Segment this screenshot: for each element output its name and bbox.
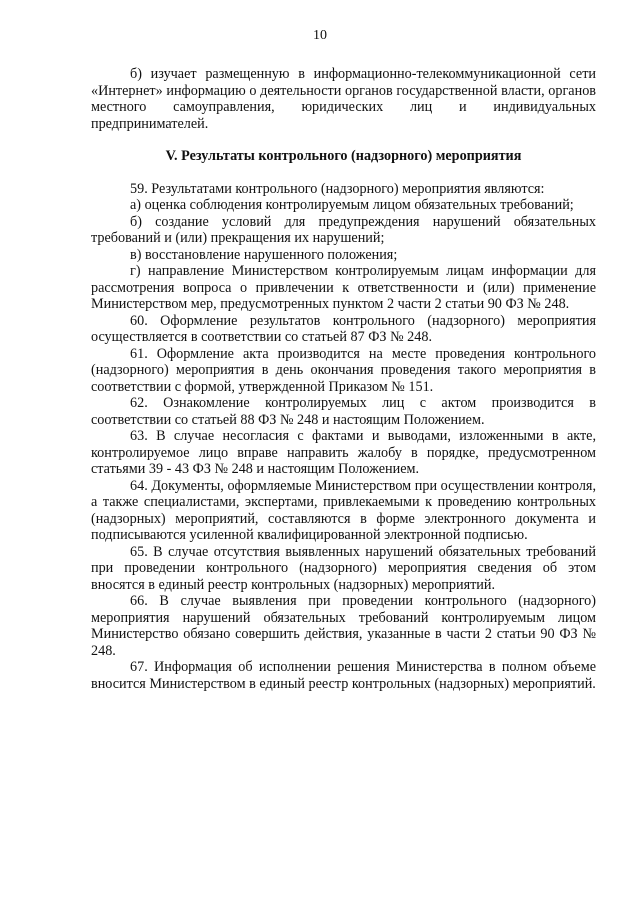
paragraph-60: 60. Оформление результатов контрольного (надзорного) мероприятия осуществляется в соответствии со статьей 87 ФЗ № 248. xyxy=(91,312,596,345)
paragraph-61: 61. Оформление акта производится на месте проведения контрольного (надзорного) мероприятия в день окончания проведения такого мероприятия в соответствии с формой, утвержденной Приказом № 151. xyxy=(91,345,596,395)
paragraph-63: 63. В случае несогласия с фактами и выводами, изложенными в акте, контролируемое лицо вправе направить жалобу в порядке, предусмотренном статьями 39 - 43 ФЗ № 248 и настоящим Положением. xyxy=(91,428,596,477)
paragraph-59-a: а) оценка соблюдения контролируемым лицом обязательных требований; xyxy=(130,197,574,213)
paragraph-62: 62. Ознакомление контролируемых лиц с актом производится в соответствии со статьей 88 ФЗ № 248 и настоящим Положением. xyxy=(91,395,596,428)
paragraph-59-b: б) создание условий для предупреждения нарушений обязательных требований и (или) прекращения их нарушений; xyxy=(91,213,596,246)
paragraph-67: 67. Информация об исполнении решения Министерства в полном объеме вносится Министерством в единый реестр контрольных (надзорных) мероприятий. xyxy=(91,659,596,692)
paragraph-64: 64. Документы, оформляемые Министерством при осуществлении контроля, а также специалистами, экспертами, привлекаемыми к проведению контрольных (надзорных) мероприятий, составляются в форме электронного документа и подписываются усиленной квалифицированной электронной подписью. xyxy=(91,477,596,543)
paragraph-65: 65. В случае отсутствия выявленных нарушений обязательных требований при проведении контрольного (надзорного) мероприятия сведения об этом вносятся в единый реестр контрольных (надзорных) мероприятий. xyxy=(91,543,596,593)
paragraph-intro-b: б) изучает размещенную в информационно-телекоммуникационной сети «Интернет» информацию о деятельности органов государственной власти, органов местного самоуправления, юридических лиц и индивидуальных предпринимателей. xyxy=(91,66,596,132)
paragraph-59-v: в) восстановление нарушенного положения; xyxy=(130,246,398,263)
document-body xyxy=(91,66,596,692)
section-heading: V. Результаты контрольного (надзорного) мероприятия xyxy=(165,148,522,164)
paragraph-66: 66. В случае выявления при проведении контрольного (надзорного) мероприятия нарушений обязательных требований контролируемым лицом Министерство обязано совершить действия, указанные в части 2 статьи 90 ФЗ № 248. xyxy=(91,593,596,659)
paragraph-59: 59. Результатами контрольного (надзорного) мероприятия являются: xyxy=(130,180,545,197)
page-number: 10 xyxy=(313,28,327,43)
paragraph-59-g: г) направление Министерством контролируемым лицам информации для рассмотрения вопроса о привлечении к ответственности и (или) применение Министерством мер, предусмотренных пунктом 2 части 2 статьи 90 ФЗ № 248. xyxy=(91,263,596,312)
